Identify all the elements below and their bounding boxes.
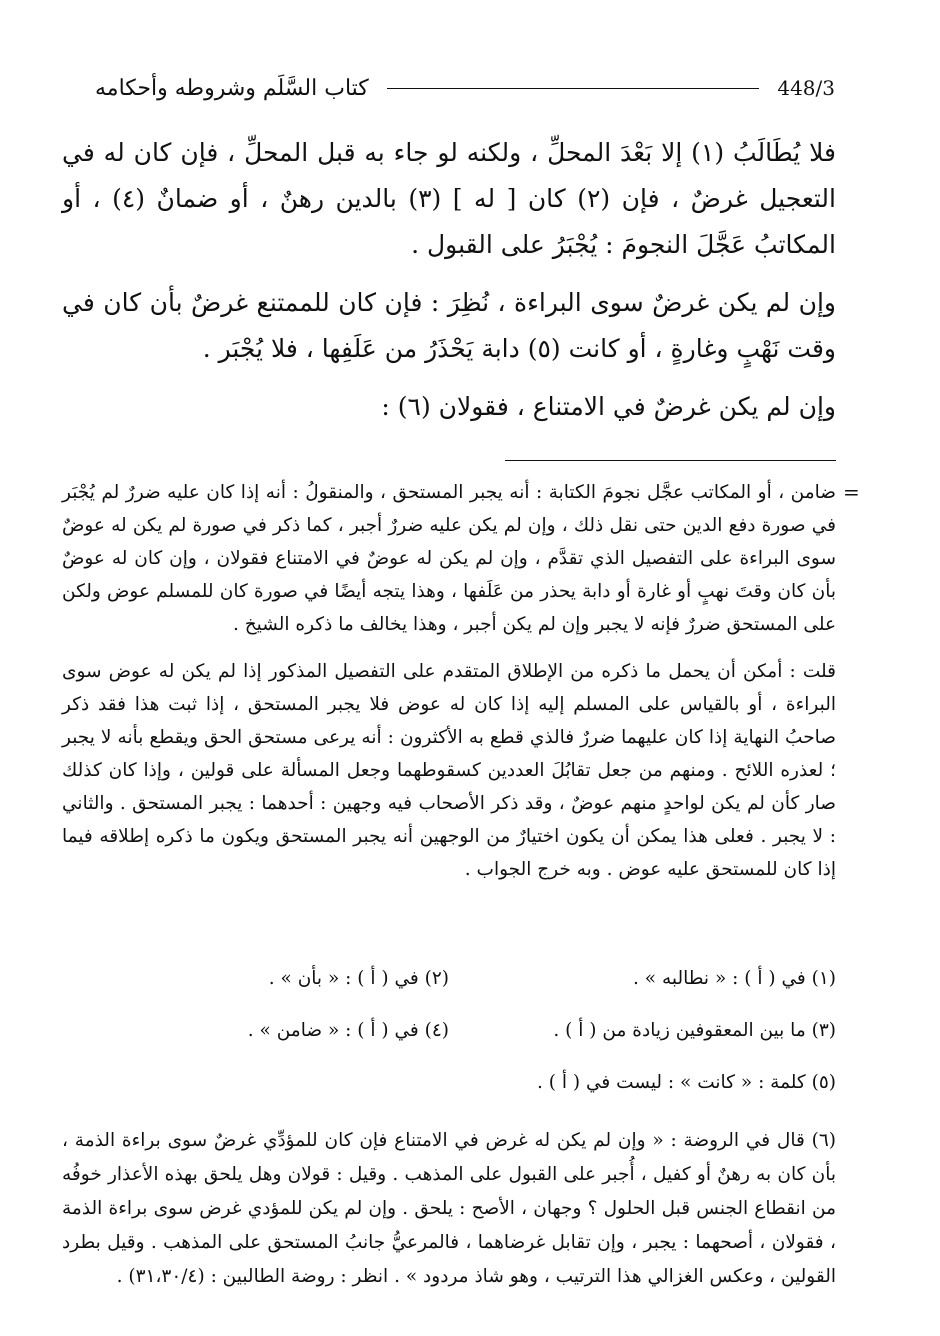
footnote-row-2 bbox=[62, 1014, 836, 1066]
continuation-mark: = bbox=[843, 480, 860, 504]
commentary-paragraph-2: قلت : أمكن أن يحمل ما ذكره من الإطلاق المتقدم على التفصيل المذكور إذا لم يكن له عوض سوى البراءة ، أو بالقياس على المسلم إليه إذا كان له عوض فلا يجبر المستحق ، إذا ثبت هذا فقد ذكر صاحبُ النهاية إذا كان عليهما ضررٌ فالذي قطع به الأكثرون : أنه يرعى مستحق الحق ويقطع بأنه لا يجبر ؛ لعذره اللائح . ومنهم من جعل تقابُلَ العددين كسقوطهما وجعل المسألة على قولين ، وإذا كان كذلك صار كأن لم يكن لواحدٍ منهم عوضٌ ، وقد ذكر الأصحاب فيه وجهين : أحدهما : يجبر المستحق . والثاني : لا يجبر . فعلى هذا يمكن أن يكون اختيارٌ من الوجهين أنه يجبر المستحق ويكون ما ذكره إطلاقه فيما إذا كان للمستحق عليه عوض . وبه خرج الجواب . bbox=[62, 661, 836, 880]
main-paragraph-2: وإن لم يكن غرضٌ سوى البراءة ، نُظِرَ : فإن كان للممتنع غرضٌ بأن كان في وقت نَهْبٍ وغارةٍ ، أو كانت (٥) دابة يَحْذَرُ من عَلَفِها ، فلا يُجْبَر . bbox=[62, 288, 836, 363]
main-paragraph-3: وإن لم يكن غرضٌ في الامتناع ، فقولان (٦) : bbox=[381, 392, 836, 421]
commentary-paragraph-1: ضامن ، أو المكاتب عجَّل نجومَ الكتابة : أنه يجبر المستحق ، والمنقولُ : أنه إذا كان عليه ضررٌ لم يُجْبَر في صورة دفع الدين حتى نقل ذلك ، وإن لم يكن عليه ضررٌ أجبر ، كما ذكر في صورة لم يكن له عوضٌ سوى البراءة على التفصيل الذي تقدَّم ، وإن لم يكن له عوضٌ في الامتناع فقولان ، وإن كان له عوضٌ بأن كان وقتَ نهبٍ أو غارة أو دابة يحذر من عَلَفها ، وهذا يتجه أيضًا في صورة كان للمسلم عوض ولكن على المستحق ضررٌ فإنه لا يجبر وإن لم يكن أجبر ، وهذا يخالف ما ذكره الشيخ . bbox=[62, 482, 836, 635]
main-text bbox=[62, 130, 836, 430]
footnotes-section bbox=[62, 962, 836, 1294]
footnote-row-3 bbox=[62, 1066, 836, 1118]
footnote-2: (٢) في ( أ ) : « بأن » . bbox=[268, 968, 449, 989]
book-title: كتاب السَّلَم وشروطه وأحكامه bbox=[95, 75, 369, 101]
page-number: 448/3 bbox=[777, 76, 835, 100]
footnote-6: (٦) قال في الروضة : « وإن لم يكن له غرض في الامتناع فإن كان للمؤدِّي غرضٌ سوى براءة الذمة ، بأن كان به رهنٌ أو كفيل ، أُجبر على القبول على المذهب . وقيل : قولان وهل يلحق بهذه الأعذار خوفُه من انقطاع الجنس قبل الحلول ؟ وجهان ، الأصح : يلحق . وإن لم يكن للمؤدي غرض سوى براءة الذمة ، فقولان ، أصحهما : يجبر ، وإن تقابل غرضاهما ، فالمرعيُّ جانبُ المستحق على المذهب . وقيل بطرد القولين ، وعكس الغزالي هذا الترتيب ، وهو شاذ مردود » . انظر : روضة الطالبين : (٣١،٣٠/٤) . bbox=[62, 1130, 836, 1287]
running-header bbox=[95, 70, 835, 106]
footnote-5: (٥) كلمة : « كانت » : ليست في ( أ ) . bbox=[537, 1072, 836, 1093]
footnote-1: (١) في ( أ ) : « نطالبه » . bbox=[633, 968, 836, 989]
main-paragraph-1: فلا يُطَالَبُ (١) إلا بَعْدَ المحلِّ ، ولكنه لو جاء به قبل المحلِّ ، فإن كان له في التعجيل غرضٌ ، فإن (٢) كان [ له ] (٣) بالدين رهنٌ ، أو ضمانٌ (٤) ، أو المكاتبُ عَجَّلَ النجومَ : يُجْبَرُ على القبول . bbox=[62, 138, 837, 259]
header-rule bbox=[387, 88, 760, 89]
footnote-3: (٣) ما بين المعقوفين زيادة من ( أ ) . bbox=[553, 1020, 836, 1041]
main-text-separator bbox=[505, 460, 836, 461]
commentary-section bbox=[62, 476, 836, 900]
footnote-row-1 bbox=[62, 962, 836, 1014]
footnote-4: (٤) في ( أ ) : « ضامن » . bbox=[247, 1020, 449, 1041]
